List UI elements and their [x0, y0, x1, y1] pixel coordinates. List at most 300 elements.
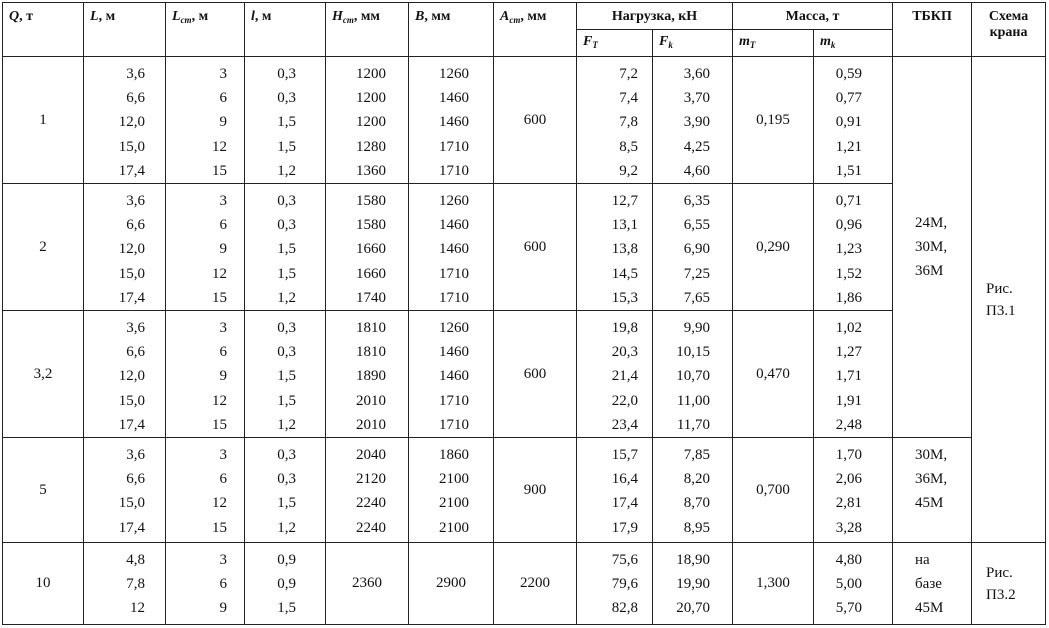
cell-ft	[577, 438, 653, 543]
cell-l-big-lines	[84, 443, 165, 540]
cell-fk	[653, 184, 733, 311]
cell-ft-value: 12,7	[611, 193, 638, 209]
cell-fk-value: 8,70	[683, 495, 711, 512]
cell-mk-value: 0,96	[835, 217, 863, 234]
cell-b-value: 2100	[439, 471, 469, 488]
cell-ft-lines	[577, 443, 652, 540]
cell-b-value: 1460	[439, 344, 469, 361]
col-header-mass: Масса, т	[733, 3, 893, 30]
cell-mt	[733, 184, 814, 311]
cell-l-small	[245, 57, 326, 184]
cell-h-st-value: 2240	[356, 495, 386, 512]
cell-mk	[814, 57, 893, 184]
cell-fk	[653, 543, 733, 625]
col-header-a-st: $A_{ст}$, мм	[494, 3, 577, 57]
cell-l-st	[166, 311, 245, 438]
cell-h-st-value: 1740	[356, 289, 386, 306]
cell-b-value: 1260	[439, 320, 469, 336]
cell-mk-value: 1,91	[835, 392, 863, 409]
cell-scheme-lines	[986, 278, 1045, 322]
cell-a-st	[494, 311, 577, 438]
cell-fk-value: 11,00	[676, 392, 711, 409]
cell-fk-value: 7,65	[683, 289, 711, 306]
cell-l-small-lines	[245, 316, 325, 437]
cell-b	[409, 57, 494, 184]
cell-l-big-value: 15,0	[118, 392, 145, 409]
cell-l-big-value: 17,4	[118, 289, 145, 306]
cell-q	[3, 311, 84, 438]
cell-h-st	[326, 311, 409, 438]
cell-h-st-value: 2360	[352, 575, 382, 591]
cell-mk-value: 5,70	[835, 600, 863, 617]
cell-l-st-value: 12	[212, 392, 227, 409]
cell-b-value: 1860	[439, 447, 469, 463]
cell-l-st-value: 3	[219, 320, 227, 336]
cell-mt-value: 0,470	[756, 365, 790, 382]
cell-h-st	[326, 438, 409, 543]
cell-mk-value: 1,23	[835, 241, 863, 258]
cell-h-st-value: 1580	[356, 217, 386, 234]
cell-fk-value: 3,90	[683, 114, 711, 131]
cell-l-small-value: 0,9	[277, 552, 296, 568]
cell-mt	[733, 543, 814, 625]
cell-b-value: 1260	[439, 193, 469, 209]
cell-fk-value: 20,70	[676, 600, 711, 617]
cell-mk-lines	[814, 548, 892, 621]
cell-ft-lines	[577, 548, 652, 621]
cell-l-big-value: 6,6	[126, 217, 145, 234]
col-header-l-st: $L_{ст}$, м	[166, 3, 245, 57]
cell-mk-lines	[814, 443, 892, 540]
cell-a-st-value: 600	[523, 365, 547, 382]
cell-ft-value: 79,6	[611, 576, 638, 593]
cell-l-small-value: 1,5	[277, 495, 296, 512]
cell-mt-value: 1,300	[756, 575, 790, 591]
cell-h-st-value: 1360	[356, 162, 386, 179]
cell-mk-value: 0,71	[835, 193, 863, 209]
cell-h-st-value: 1810	[356, 344, 386, 361]
cell-q-value: 3,2	[33, 365, 53, 382]
cell-l-big-value: 3,6	[126, 447, 145, 463]
cell-l-small-value: 1,5	[277, 265, 296, 282]
cell-a-st	[494, 184, 577, 311]
cell-l-small	[245, 543, 326, 625]
cell-l-st-value: 9	[219, 368, 227, 385]
cell-b-value: 1460	[439, 114, 469, 131]
cell-ft-value: 14,5	[611, 265, 638, 282]
cell-l-big-lines	[84, 62, 165, 183]
cell-mt-value: 0,290	[756, 238, 790, 255]
cell-l-st-value: 9	[219, 114, 227, 131]
cell-l-st-value: 12	[212, 265, 227, 282]
cell-mk-value: 0,59	[835, 66, 863, 82]
cell-b-value: 1260	[439, 66, 469, 82]
cell-mk-value: 1,52	[835, 265, 863, 282]
crane-parameters-sheet	[2, 2, 1045, 625]
cell-l-small	[245, 184, 326, 311]
cell-fk-lines	[653, 548, 732, 621]
cell-b-value: 1710	[439, 392, 469, 409]
cell-l-big	[84, 184, 166, 311]
cell-fk-lines	[653, 316, 732, 437]
cell-l-st-value: 3	[219, 552, 227, 568]
cell-h-st-value: 2120	[356, 471, 386, 488]
cell-fk-value: 19,90	[676, 576, 711, 593]
cell-tbkp-value: 24М,	[915, 215, 948, 231]
cell-a-st-value: 600	[523, 238, 547, 255]
cell-l-st-value: 15	[212, 162, 227, 179]
cell-tbkp-value: базе	[915, 576, 942, 592]
cell-scheme	[972, 57, 1046, 543]
cell-ft-value: 13,1	[611, 217, 638, 234]
cell-l-small-lines	[245, 62, 325, 183]
cell-l-small-value: 1,5	[277, 368, 296, 385]
cell-h-st-value: 2010	[356, 416, 386, 433]
cell-tbkp-value: 45М	[915, 495, 944, 511]
cell-l-small-value: 0,3	[277, 344, 296, 361]
cell-l-small-lines	[245, 548, 325, 621]
cell-l-st	[166, 438, 245, 543]
cell-mk-value: 1,70	[835, 447, 863, 463]
cell-fk-value: 11,70	[676, 416, 711, 433]
cell-l-small-value: 1,2	[277, 416, 296, 433]
col-header-scheme: Схема крана	[972, 3, 1046, 57]
cell-ft-value: 82,8	[611, 600, 638, 617]
cell-mk-value: 0,77	[835, 90, 863, 107]
cell-mk-value: 3,28	[835, 519, 863, 536]
col-header-b: B, мм	[409, 3, 494, 57]
cell-h-st-value: 1280	[356, 138, 386, 155]
cell-fk-value: 10,70	[676, 368, 711, 385]
cell-l-st-value: 12	[212, 495, 227, 512]
cell-q-value: 5	[39, 481, 47, 498]
cell-fk-value: 3,70	[683, 90, 711, 107]
cell-l-st-value: 6	[219, 90, 227, 107]
cell-h-st-value: 2010	[356, 392, 386, 409]
col-header-l-big: L, м	[84, 3, 166, 57]
cell-tbkp-lines	[893, 548, 971, 620]
cell-q-value: 2	[39, 238, 47, 255]
cell-ft-value: 9,2	[619, 162, 638, 179]
cell-l-st-value: 3	[219, 193, 227, 209]
cell-l-st-value: 6	[219, 344, 227, 361]
cell-l-big-value: 6,6	[126, 471, 145, 488]
cell-ft-value: 15,3	[611, 289, 638, 306]
cell-ft-value: 75,6	[611, 552, 638, 568]
cell-a-st	[494, 543, 577, 625]
cell-h-st	[326, 543, 409, 625]
cell-l-big-value: 12	[130, 600, 145, 617]
cell-l-small	[245, 311, 326, 438]
cell-l-small-value: 0,3	[277, 193, 296, 209]
cell-mk	[814, 184, 893, 311]
cell-a-st-value: 900	[523, 481, 547, 498]
cell-h-st	[326, 57, 409, 184]
crane-parameters-table	[2, 2, 1046, 625]
cell-b-value: 1460	[439, 241, 469, 258]
col-header-l-small: l, м	[245, 3, 326, 57]
cell-mk-value: 1,86	[835, 289, 863, 306]
cell-q	[3, 543, 84, 625]
cell-tbkp-value: 36М,	[915, 471, 948, 487]
cell-mt-value: 0,195	[756, 111, 790, 128]
cell-fk-value: 7,85	[683, 447, 711, 463]
cell-b	[409, 311, 494, 438]
cell-tbkp	[893, 57, 972, 438]
cell-l-st-value: 15	[212, 289, 227, 306]
cell-l-st-value: 15	[212, 416, 227, 433]
cell-l-big-lines	[84, 316, 165, 437]
cell-mk-value: 1,51	[835, 162, 863, 179]
col-header-mk: $m_k$	[814, 30, 893, 57]
cell-b-lines	[409, 316, 493, 437]
cell-b	[409, 543, 494, 625]
cell-h-st	[326, 184, 409, 311]
cell-h-st-value: 1890	[356, 368, 386, 385]
cell-l-small-value: 1,5	[277, 138, 296, 155]
cell-l-big-value: 3,6	[126, 193, 145, 209]
cell-h-st-lines	[326, 62, 408, 183]
cell-ft-value: 16,4	[611, 471, 638, 488]
cell-l-st-lines	[166, 443, 244, 540]
cell-l-small-value: 0,3	[277, 90, 296, 107]
cell-mt	[733, 57, 814, 184]
table-row	[3, 438, 1046, 543]
col-header-mt: $m_T$	[733, 30, 814, 57]
cell-b-value: 1460	[439, 217, 469, 234]
cell-h-st-lines	[326, 443, 408, 540]
cell-l-small-value: 1,5	[277, 600, 296, 617]
cell-l-big	[84, 57, 166, 184]
cell-scheme-value: Рис.	[986, 564, 1013, 581]
cell-mk	[814, 438, 893, 543]
cell-scheme-value: П3.1	[986, 302, 1016, 319]
cell-l-small-value: 0,3	[277, 320, 296, 336]
cell-b-value: 1710	[439, 162, 469, 179]
cell-fk-value: 18,90	[676, 552, 711, 568]
cell-b-lines	[409, 443, 493, 540]
cell-l-st-value: 9	[219, 600, 227, 617]
cell-h-st-value: 1200	[356, 66, 386, 82]
cell-mt	[733, 438, 814, 543]
cell-fk-lines	[653, 443, 732, 540]
cell-q	[3, 57, 84, 184]
cell-l-st	[166, 184, 245, 311]
cell-h-st-lines	[326, 316, 408, 437]
col-header-q: Q, т	[3, 3, 84, 57]
cell-a-st	[494, 438, 577, 543]
cell-l-small	[245, 438, 326, 543]
cell-l-st	[166, 543, 245, 625]
cell-l-st-lines	[166, 189, 244, 310]
cell-ft-value: 23,4	[611, 416, 638, 433]
table-body	[3, 57, 1046, 625]
cell-l-small-value: 0,3	[277, 447, 296, 463]
cell-fk	[653, 311, 733, 438]
cell-l-st-lines	[166, 62, 244, 183]
cell-mk-value: 2,48	[835, 416, 863, 433]
cell-h-st-value: 1580	[356, 193, 386, 209]
cell-fk-value: 6,55	[683, 217, 711, 234]
cell-scheme-value: П3.2	[986, 586, 1016, 603]
cell-b-lines	[409, 62, 493, 183]
cell-fk	[653, 438, 733, 543]
cell-h-st-value: 1660	[356, 241, 386, 258]
cell-l-small-lines	[245, 189, 325, 310]
col-header-fk: $F_k$	[653, 30, 733, 57]
cell-h-st-lines	[326, 189, 408, 310]
cell-l-big-value: 15,0	[118, 138, 145, 155]
cell-fk-value: 10,15	[676, 344, 711, 361]
cell-tbkp-lines	[893, 211, 971, 283]
cell-l-small-lines	[245, 443, 325, 540]
cell-l-small-value: 1,5	[277, 241, 296, 258]
cell-fk-value: 6,90	[683, 241, 711, 258]
cell-l-st-value: 6	[219, 576, 227, 593]
cell-l-big-value: 17,4	[118, 416, 145, 433]
cell-fk-value: 9,90	[683, 320, 711, 336]
cell-mk-value: 5,00	[835, 576, 863, 593]
cell-ft-value: 7,4	[619, 90, 638, 107]
cell-l-big	[84, 438, 166, 543]
cell-tbkp-value: 30М,	[915, 239, 948, 255]
col-header-h-st: $H_{ст}$, мм	[326, 3, 409, 57]
cell-h-st-value: 1200	[356, 90, 386, 107]
cell-l-st-value: 6	[219, 471, 227, 488]
cell-l-st-value: 3	[219, 66, 227, 82]
cell-l-big-lines	[84, 548, 165, 621]
cell-q	[3, 438, 84, 543]
cell-tbkp	[893, 543, 972, 625]
cell-b	[409, 438, 494, 543]
cell-l-small-value: 0,3	[277, 217, 296, 234]
cell-b-value: 2100	[439, 495, 469, 512]
cell-fk-value: 3,60	[683, 66, 711, 82]
cell-l-st-value: 3	[219, 447, 227, 463]
cell-a-st-value: 2200	[520, 575, 550, 591]
header-row-1	[3, 3, 1046, 30]
cell-l-st-value: 6	[219, 217, 227, 234]
cell-l-small-value: 1,2	[277, 289, 296, 306]
col-header-load: Нагрузка, кН	[577, 3, 733, 30]
cell-mk-value: 4,80	[835, 552, 863, 568]
cell-b-value: 1710	[439, 416, 469, 433]
cell-ft-lines	[577, 62, 652, 183]
cell-l-st-value: 9	[219, 241, 227, 258]
cell-ft-value: 17,9	[611, 519, 638, 536]
cell-fk-value: 4,25	[683, 138, 711, 155]
cell-mk-lines	[814, 316, 892, 437]
cell-l-small-value: 1,2	[277, 162, 296, 179]
cell-mk-value: 1,02	[835, 320, 863, 336]
cell-fk-lines	[653, 62, 732, 183]
cell-l-big-value: 3,6	[126, 320, 145, 336]
cell-ft-value: 22,0	[611, 392, 638, 409]
cell-h-st-value: 1200	[356, 114, 386, 131]
cell-mk-value: 1,21	[835, 138, 863, 155]
cell-tbkp	[893, 438, 972, 543]
cell-tbkp-value: на	[915, 552, 930, 568]
cell-tbkp-value: 36М	[915, 263, 944, 279]
cell-l-big-value: 4,8	[126, 552, 145, 568]
col-header-ft: $F_T$	[577, 30, 653, 57]
cell-l-big-value: 6,6	[126, 344, 145, 361]
cell-l-big-value: 12,0	[118, 241, 145, 258]
cell-l-big	[84, 311, 166, 438]
cell-tbkp-lines	[893, 443, 971, 515]
cell-l-big-value: 3,6	[126, 66, 145, 82]
cell-h-st-value: 1660	[356, 265, 386, 282]
cell-b-value: 1460	[439, 90, 469, 107]
cell-b-value: 2100	[439, 519, 469, 536]
cell-h-st-value: 2240	[356, 519, 386, 536]
cell-l-big-value: 7,8	[126, 576, 145, 593]
col-header-tbkp: ТБКП	[893, 3, 972, 57]
cell-l-small-value: 0,9	[277, 576, 296, 593]
cell-fk-value: 7,25	[683, 265, 711, 282]
cell-b	[409, 184, 494, 311]
cell-l-small-value: 0,3	[277, 471, 296, 488]
cell-l-big-value: 15,0	[118, 265, 145, 282]
cell-l-st-value: 12	[212, 138, 227, 155]
cell-q-value: 1	[39, 111, 47, 128]
cell-q-value: 10	[35, 575, 51, 591]
cell-tbkp-value: 30М,	[915, 447, 948, 463]
table-row	[3, 57, 1046, 184]
cell-mk-value: 2,06	[835, 471, 863, 488]
cell-a-st	[494, 57, 577, 184]
cell-q	[3, 184, 84, 311]
cell-scheme-lines	[986, 562, 1045, 606]
cell-b-value: 1710	[439, 138, 469, 155]
cell-fk	[653, 57, 733, 184]
cell-fk-value: 8,95	[683, 519, 711, 536]
table-row	[3, 311, 1046, 438]
cell-mk-value: 0,91	[835, 114, 863, 131]
cell-ft	[577, 184, 653, 311]
cell-ft-lines	[577, 316, 652, 437]
cell-mk-lines	[814, 189, 892, 310]
cell-l-st-lines	[166, 316, 244, 437]
cell-scheme-value: Рис.	[986, 280, 1013, 297]
cell-fk-value: 8,20	[683, 471, 711, 488]
cell-b-value: 2900	[436, 575, 466, 591]
cell-ft-value: 8,5	[619, 138, 638, 155]
table-row	[3, 184, 1046, 311]
cell-a-st-value: 600	[523, 111, 547, 128]
cell-mk-value: 1,71	[835, 368, 863, 385]
cell-l-small-value: 0,3	[277, 66, 296, 82]
cell-fk-lines	[653, 189, 732, 310]
cell-ft-value: 7,2	[619, 66, 638, 82]
cell-l-st-value: 15	[212, 519, 227, 536]
cell-mt	[733, 311, 814, 438]
cell-h-st-value: 2040	[356, 447, 386, 463]
cell-mk-lines	[814, 62, 892, 183]
cell-l-big-value: 15,0	[118, 495, 145, 512]
cell-b-lines	[409, 189, 493, 310]
cell-l-small-value: 1,5	[277, 114, 296, 131]
cell-l-big-value: 17,4	[118, 519, 145, 536]
cell-l-st	[166, 57, 245, 184]
cell-b-value: 1710	[439, 265, 469, 282]
cell-ft-value: 13,8	[611, 241, 638, 258]
cell-ft	[577, 543, 653, 625]
cell-ft-value: 17,4	[611, 495, 638, 512]
cell-ft	[577, 57, 653, 184]
cell-l-big-value: 12,0	[118, 368, 145, 385]
cell-l-small-value: 1,5	[277, 392, 296, 409]
